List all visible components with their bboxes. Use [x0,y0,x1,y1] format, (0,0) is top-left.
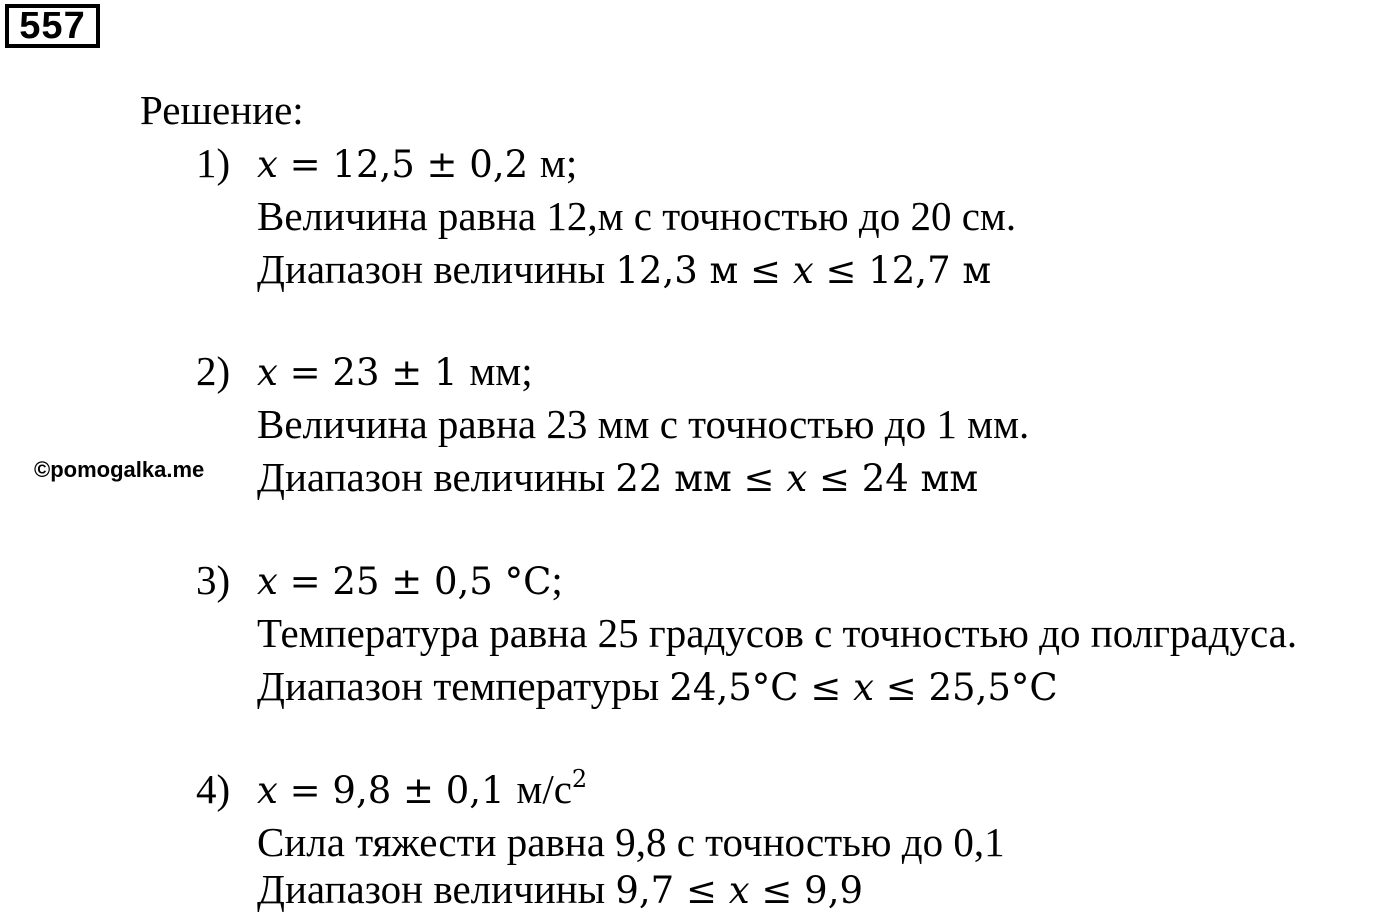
item-3-unit: ; [551,557,563,603]
item-2-unit: мм; [469,348,533,394]
item-3-range: Диапазон температуры 24,5°C ≤ x ≤ 25,5°C [257,663,1058,709]
variable-x: x [786,457,808,500]
variable-x: x [257,351,278,394]
variable-x: x [257,560,278,603]
item-3-description: Температура равна 25 градусов с точностью до полградуса. [257,610,1298,656]
solution-heading: Решение: [140,87,304,133]
item-4-number: 4) [196,766,231,812]
item-1-number: 1) [196,140,231,186]
variable-x: x [853,666,874,709]
item-2-formula: x = 23 ± 1 мм; [257,348,533,394]
item-4-description: Сила тяжести равна 9,8 с точностью до 0,1 [257,819,1005,865]
variable-x: x [257,769,278,812]
item-1-range: Диапазон величины 12,3 м ≤ x ≤ 12,7 м [257,246,992,292]
item-3-number: 3) [196,557,231,603]
item-1-description: Величина равна 12,м с точностью до 20 см. [257,193,1017,239]
item-4-range: Диапазон величины 9,7 ≤ x ≤ 9,9 [257,866,863,912]
item-4-formula: x = 9,8 ± 0,1 $м/с^2$ [257,765,588,812]
item-3-formula: x = 25 ± 0,5 °C; [257,557,563,603]
item-2-range: Диапазон величины 22 мм ≤ x ≤ 24 мм [257,454,979,500]
item-4-exponent: 2 [571,765,588,793]
problem-number: 557 [5,4,100,48]
item-4-unit: м/с [516,766,572,812]
item-2-description: Величина равна 23 мм с точностью до 1 мм. [257,401,1030,447]
item-1-formula: x = 12,5 ± 0,2 м; [257,140,578,186]
variable-x: x [257,143,278,186]
item-2-number: 2) [196,348,231,394]
variable-x: x [728,869,750,912]
watermark: ©pomogalka.me [34,457,205,482]
item-1-unit: м; [539,140,578,186]
variable-x: x [792,249,814,292]
